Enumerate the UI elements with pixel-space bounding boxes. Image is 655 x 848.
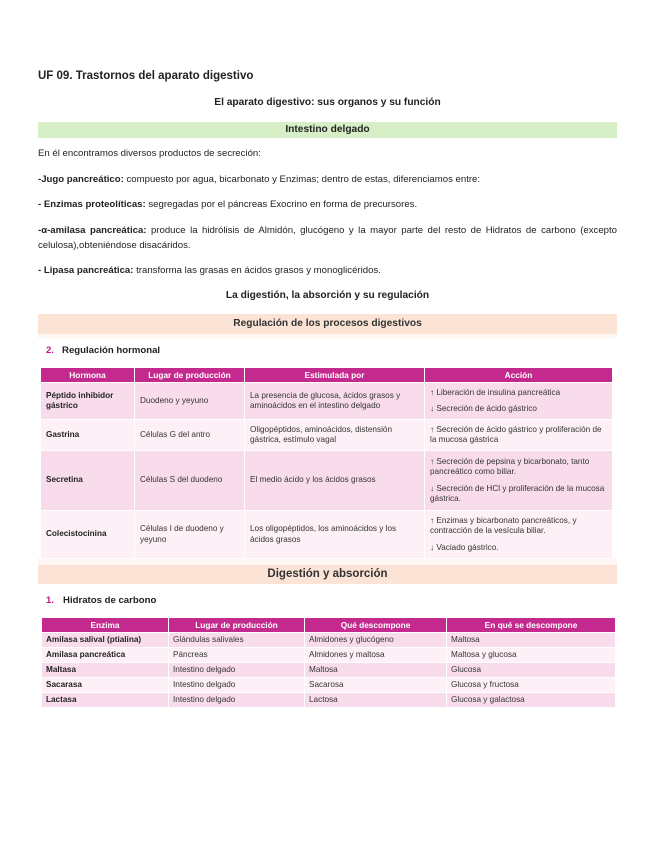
cell-enzima: Lactasa [42,693,169,708]
cell-lugar: Glándulas salivales [169,633,305,648]
table-row [41,420,613,451]
cell-accion [425,383,613,420]
item-text: produce la hidrólisis de Almidón, glucógeno y la mayor parte del resto de Hidratos de carbono (excepto celulosa),obteniéndose disacáridos. [38,225,617,251]
table-row [42,633,616,648]
intro-paragraph: En él encontramos diversos productos de secreción: [38,148,261,159]
table-row [41,511,613,559]
cell-lugar: Células S del duodeno [135,451,245,511]
accion-line: ↑ Secreción de ácido gástrico y proliferación de la mucosa gástrica [430,424,602,444]
table-header-row [42,618,616,633]
hormone-table [40,367,613,559]
column-header: Qué descompone [305,618,447,633]
cell-lugar: Intestino delgado [169,693,305,708]
item-jugo-pancreatico [38,173,617,188]
column-header: En qué se descompone [447,618,616,633]
item-term: -Jugo pancreático: [38,174,124,185]
table-row [42,678,616,693]
column-header: Acción [425,368,613,383]
cell-estimulada: El medio ácido y los ácidos grasos [245,451,425,511]
table-row [42,648,616,663]
table-row [42,663,616,678]
subtitle-text: Hidratos de carbono [63,595,157,606]
item-lipasa-pancreatica [38,264,617,279]
cell-resultado: Glucosa y galactosa [447,693,616,708]
item-text: segregadas por el páncreas Exocrino en forma de precursores. [145,199,418,210]
cell-estimulada: La presencia de glucosa, ácidos grasos y aminoácidos en el intestino delgado [245,383,425,420]
cell-descompone: Almidones y glucógeno [305,633,447,648]
cell-lugar: Páncreas [169,648,305,663]
section-title-digestion: La digestión, la absorción y su regulación [225,290,430,301]
cell-descompone: Lactosa [305,693,447,708]
cell-descompone: Maltosa [305,663,447,678]
enzyme-table [41,617,616,708]
cell-lugar: Duodeno y yeyuno [135,383,245,420]
cell-enzima: Amilasa salival (ptialina) [42,633,169,648]
cell-lugar: Células G del antro [135,420,245,451]
cell-hormona: Péptido inhibidor gástrico [41,383,135,420]
section-bar-intestino: Intestino delgado [38,122,617,138]
cell-hormona: Colecistocinina [41,511,135,559]
regulation-header: Regulación de los procesos digestivos [38,314,617,334]
cell-lugar: Intestino delgado [169,678,305,693]
item-term: - Enzimas proteolíticas: [38,199,146,210]
document-subtitle: El aparato digestivo: sus organos y su función [214,97,441,108]
list-number: 1. [46,595,55,606]
digestion-header: Digestión y absorción [38,565,617,584]
item-term: - Lipasa pancreática: [38,265,134,276]
cell-descompone: Sacarosa [305,678,447,693]
cell-enzima: Maltasa [42,663,169,678]
table-header-row [41,368,613,383]
digestion-subtitle [46,595,156,606]
cell-accion [425,420,613,451]
document-title: UF 09. Trastornos del aparato digestivo [38,70,254,82]
accion-line: ↑ Enzimas y bicarbonato pancreáticos, y contracción de la vesícula biliar. [430,515,577,536]
table-row [41,383,613,420]
cell-enzima: Sacarasa [42,678,169,693]
cell-resultado: Glucosa [447,663,616,678]
table-row [41,451,613,511]
cell-hormona: Secretina [41,451,135,511]
accion-line: ↓ Vaciado gástrico. [430,542,499,552]
column-header: Enzima [42,618,169,633]
column-header: Hormona [41,368,135,383]
cell-resultado: Glucosa y fructosa [447,678,616,693]
cell-lugar: Células I de duodeno y yeyuno [135,511,245,559]
accion-line: ↓ Secreción de HCl y proliferación de la mucosa gástrica. [430,483,605,503]
cell-descompone: Almidones y maltosa [305,648,447,663]
column-header: Lugar de producción [169,618,305,633]
item-term: -α-amilasa pancreática: [38,225,147,236]
cell-accion [425,511,613,559]
cell-estimulada: Oligopéptidos, aminoácidos, distensión gástrica, estímulo vagal [245,420,425,451]
cell-resultado: Maltosa y glucosa [447,648,616,663]
accion-line: ↑ Secreción de pepsina y bicarbonato, tanto pancreático como biliar. [430,456,590,476]
accion-line: ↓ Secreción de ácido gástrico [430,404,537,413]
item-text: compuesto por agua, bicarbonato y Enzimas; dentro de estas, diferenciamos entre: [123,174,481,185]
item-alfa-amilasa [38,224,617,253]
regulation-subtitle [46,345,160,356]
item-text: transforma las grasas en ácidos grasos y monoglicéridos. [133,265,381,276]
cell-lugar: Intestino delgado [169,663,305,678]
item-enzimas-proteoliticas [38,198,617,213]
table-row [42,693,616,708]
column-header: Lugar de producción [135,368,245,383]
accion-line: ↑ Liberación de insulina pancreática [430,387,561,397]
cell-accion [425,451,613,511]
cell-resultado: Maltosa [447,633,616,648]
cell-hormona: Gastrina [41,420,135,451]
cell-enzima: Amilasa pancreática [42,648,169,663]
subtitle-text: Regulación hormonal [62,345,161,356]
cell-estimulada: Los oligopéptidos, los aminoácidos y los ácidos grasos [245,511,425,559]
list-number: 2. [46,345,55,356]
column-header: Estimulada por [245,368,425,383]
